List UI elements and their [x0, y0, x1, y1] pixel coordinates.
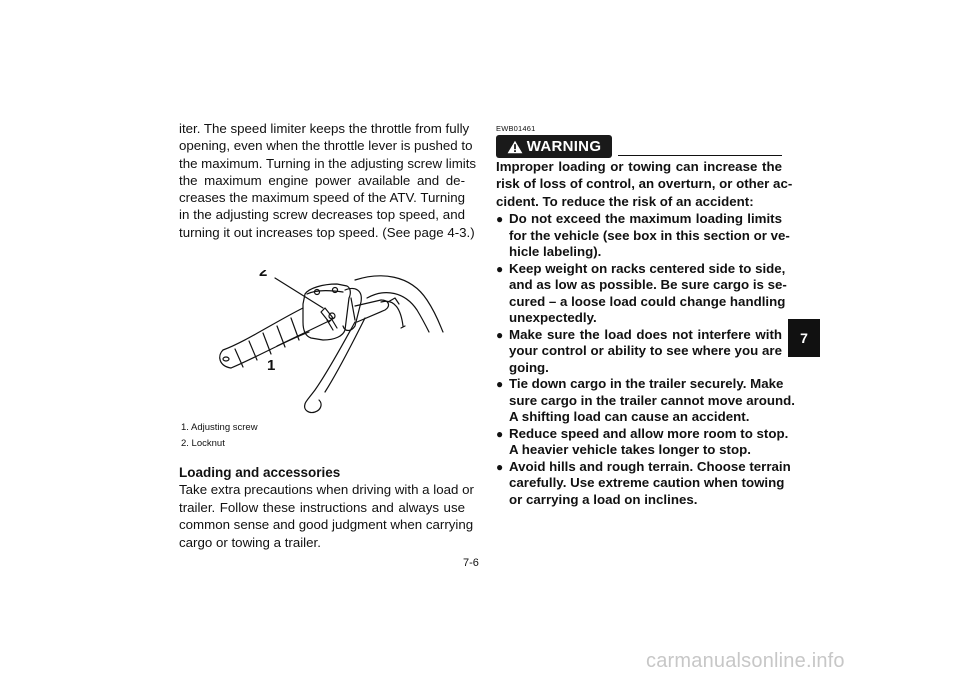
page-number: 7-6 — [463, 557, 479, 569]
list-item-line: going. — [509, 359, 549, 375]
handlebar-illustration — [205, 270, 450, 420]
warning-label: WARNING — [526, 138, 602, 155]
list-item — [496, 458, 791, 509]
list-item-line: unexpectedly. — [509, 310, 597, 325]
body-line: opening, even when the throttle lever is pushed to — [179, 138, 473, 154]
bullet-icon: ● — [496, 327, 504, 342]
list-item-line: Avoid hills and rough terrain. Choose terrain — [509, 458, 791, 474]
section-heading: Loading and accessories — [179, 465, 341, 480]
list-item — [496, 425, 789, 459]
section-paragraph — [179, 481, 474, 551]
list-item-line: A shifting load can cause an accident. — [509, 409, 750, 424]
bullet-icon: ● — [496, 212, 504, 226]
body-line: turning it out increases top speed. (See page 4-3.) — [179, 224, 475, 240]
warning-intro-line: Improper loading or towing can increase the — [496, 159, 782, 174]
section-line: Take extra precautions when driving with a load or — [179, 482, 474, 497]
body-line: iter. The speed limiter keeps the throttle from fully — [179, 121, 470, 136]
warning-list — [496, 211, 795, 508]
list-item — [496, 211, 790, 261]
list-item-line: Do not exceed the maximum loading limits — [509, 211, 782, 226]
list-item-line: Keep weight on racks centered side to side, — [509, 260, 786, 276]
list-item-line: and as low as possible. Be sure cargo is se- — [509, 277, 787, 292]
body-line: creases the maximum speed of the ATV. Turning — [179, 190, 465, 206]
list-item — [496, 327, 782, 377]
bullet-icon: ● — [496, 377, 504, 391]
warning-rule — [618, 155, 782, 156]
callout-1: 1 — [267, 357, 276, 374]
body-line: the maximum engine power available and de- — [179, 172, 465, 188]
warning-code: EWB01461 — [496, 124, 536, 133]
section-line: common sense and good judgment when carrying — [179, 517, 474, 533]
section-line: trailer. Follow these instructions and always use — [179, 499, 465, 515]
body-line: in the adjusting screw decreases top speed, and — [179, 207, 465, 223]
list-item — [496, 376, 795, 426]
list-item-line: or carrying a load on inclines. — [509, 491, 698, 507]
list-item-line: Tie down cargo in the trailer securely. Make — [509, 376, 784, 391]
list-item-line: Reduce speed and allow more room to stop. — [509, 425, 789, 441]
figure-captions — [181, 420, 258, 451]
list-item — [496, 260, 787, 327]
list-item-line: cured – a loose load could change handling — [509, 293, 786, 309]
warning-badge — [496, 135, 612, 158]
chapter-tab: 7 — [788, 319, 820, 357]
caption-locknut: 2. Locknut — [181, 437, 225, 449]
body-line: the maximum. Turning in the adjusting screw limits — [179, 155, 477, 171]
list-item-line: hicle labeling). — [509, 244, 602, 259]
bullet-icon: ● — [496, 426, 504, 441]
list-item-line: carefully. Use extreme caution when towing — [509, 475, 785, 490]
callout-2: 2 — [259, 270, 268, 280]
warning-triangle-icon — [507, 140, 523, 154]
bullet-icon: ● — [496, 261, 504, 276]
caption-adjusting-screw: 1. Adjusting screw — [181, 422, 258, 433]
warning-intro — [496, 158, 793, 210]
body-paragraph — [179, 120, 477, 241]
list-item-line: sure cargo in the trailer cannot move around. — [509, 392, 795, 408]
list-item-line: for the vehicle (see box in this section or ve- — [509, 227, 790, 243]
warning-intro-line: risk of loss of control, an overturn, or other ac- — [496, 176, 793, 192]
bullet-icon: ● — [496, 459, 504, 474]
watermark-link[interactable]: carmanualsonline.info — [646, 650, 845, 672]
section-line: cargo or towing a trailer. — [179, 534, 321, 550]
warning-intro-line: cident. To reduce the risk of an accident: — [496, 193, 754, 209]
list-item-line: A heavier vehicle takes longer to stop. — [509, 442, 751, 457]
list-item-line: your control or ability to see where you are — [509, 343, 782, 358]
throttle-figure — [205, 270, 450, 420]
list-item-line: Make sure the load does not interfere with — [509, 326, 782, 342]
